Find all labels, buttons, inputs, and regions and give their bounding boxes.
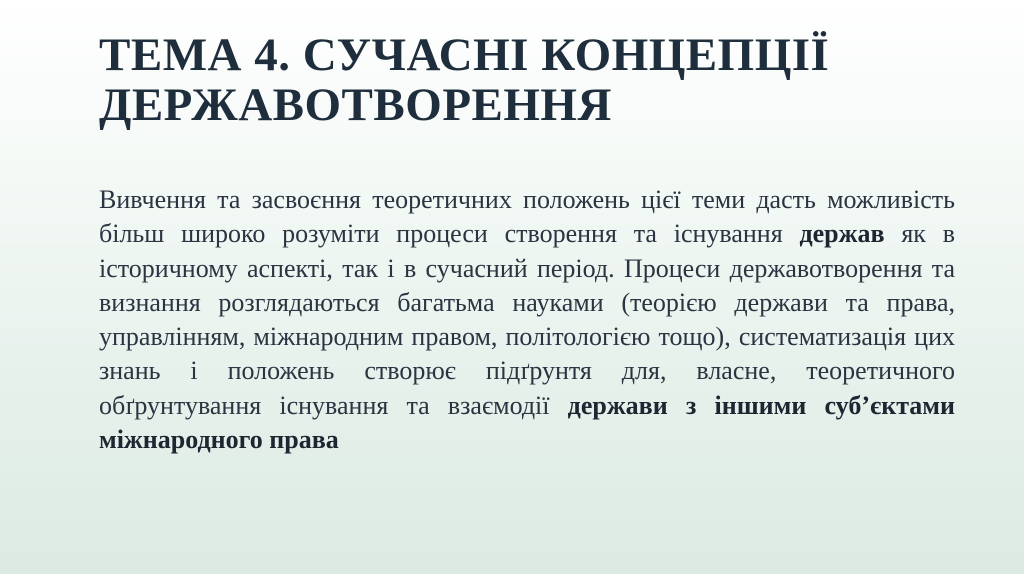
body-emphasis-states: держав <box>799 219 885 249</box>
slide-title-line-1: ТЕМА 4. СУЧАСНІ КОНЦЕПЦІЇ <box>99 29 830 81</box>
slide-body-paragraph <box>99 183 955 457</box>
body-emphasis-state-subjects: держави з іншими суб’єктами міжнародного права <box>99 390 955 455</box>
slide-title <box>99 30 959 130</box>
body-text-part-2: як в історичному аспекті, так і в сучасний період. Процеси державотворення та визнання розглядаються багатьма науками (теорією держави та права, управлінням, міжнародним правом, політологією тощо), систематизація цих знань і положень створює підґрунтя для, власне, теоретичного обґрунтування існування та взаємодії <box>99 219 955 420</box>
body-text-part-1: Вивчення та засвоєння теоретичних положень цієї теми дасть можливість більш широко розуміти процеси створення та існування <box>99 185 955 249</box>
slide-title-line-2: ДЕРЖАВОТВОРЕННЯ <box>99 79 612 131</box>
